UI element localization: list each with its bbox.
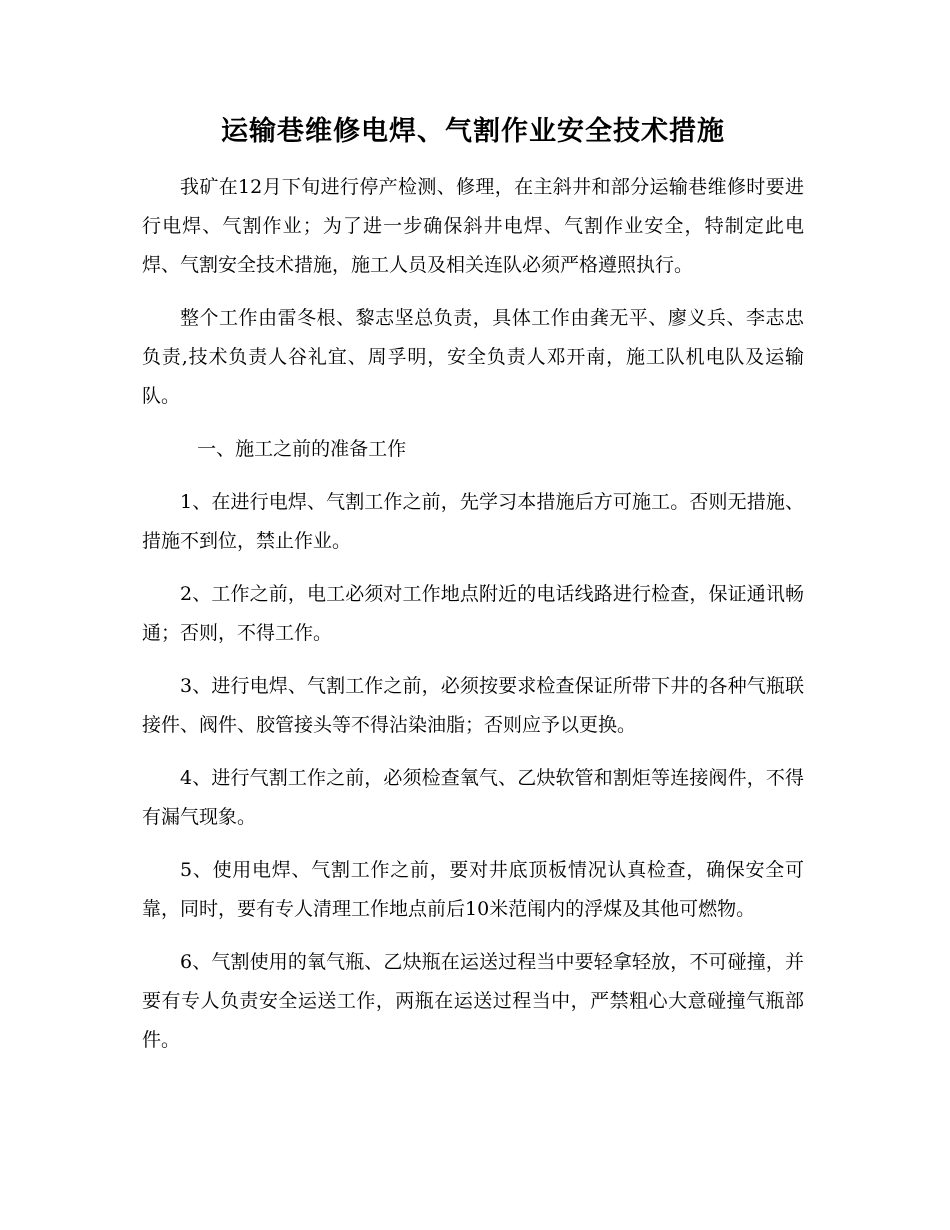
list-item-5: 5、使用电焊、气割工作之前，要对井底顶板情况认真检查，确保安全可靠，同时，要有专人清理工作地点前后10米范闱内的浮煤及其他可燃物。: [142, 859, 804, 920]
list-item-6: 6、气割使用的氧气瓶、乙炔瓶在运送过程当中要轻拿轻放，不可碰撞，并要有专人负责安全运送工作，两瓶在运送过程当中，严禁粗心大意碰撞气瓶部件。: [142, 951, 804, 1051]
list-item-4: 4、进行气割工作之前，必须检查氧气、乙炔软管和割炬等连接阀件，不得有漏气现象。: [142, 767, 804, 828]
list-item-1: 1、在进行电焊、气割工作之前，先学习本措施后方可施工。否则无措施、措施不到位，禁止作业。: [142, 491, 804, 552]
document-page: [142, 112, 804, 1074]
list-item-3: 3、进行电焊、气割工作之前，必须按要求检查保证所带下井的各种气瓶联接件、阀件、胶管接头等不得沾染油脂；否则应予以更换。: [142, 675, 804, 736]
paragraph-intro: 我矿在12月下旬进行停产检测、修理，在主斜井和部分运输巷维修时要进行电焊、气割作业；为了进一步确保斜井电焊、气割作业安全，特制定此电焊、气割安全技术措施，施工人员及相关连队必须严格遵照执行。: [142, 176, 804, 276]
section-heading-preparation: 一、施工之前的准备工作: [197, 438, 407, 460]
paragraph-responsibility: 整个工作由雷冬根、黎志坚总负责，具体工作由龚无平、廖义兵、李志忠负责,技术负责人谷礼宜、周孚明，安全负责人邓开南，施工队机电队及运输队。: [142, 307, 804, 407]
document-title: 运输巷维修电焊、气割作业安全技术措施: [221, 116, 725, 147]
list-item-2: 2、工作之前，电工必须对工作地点附近的电话线路进行检查，保证通讯畅通；否则，不得工作。: [142, 583, 804, 644]
